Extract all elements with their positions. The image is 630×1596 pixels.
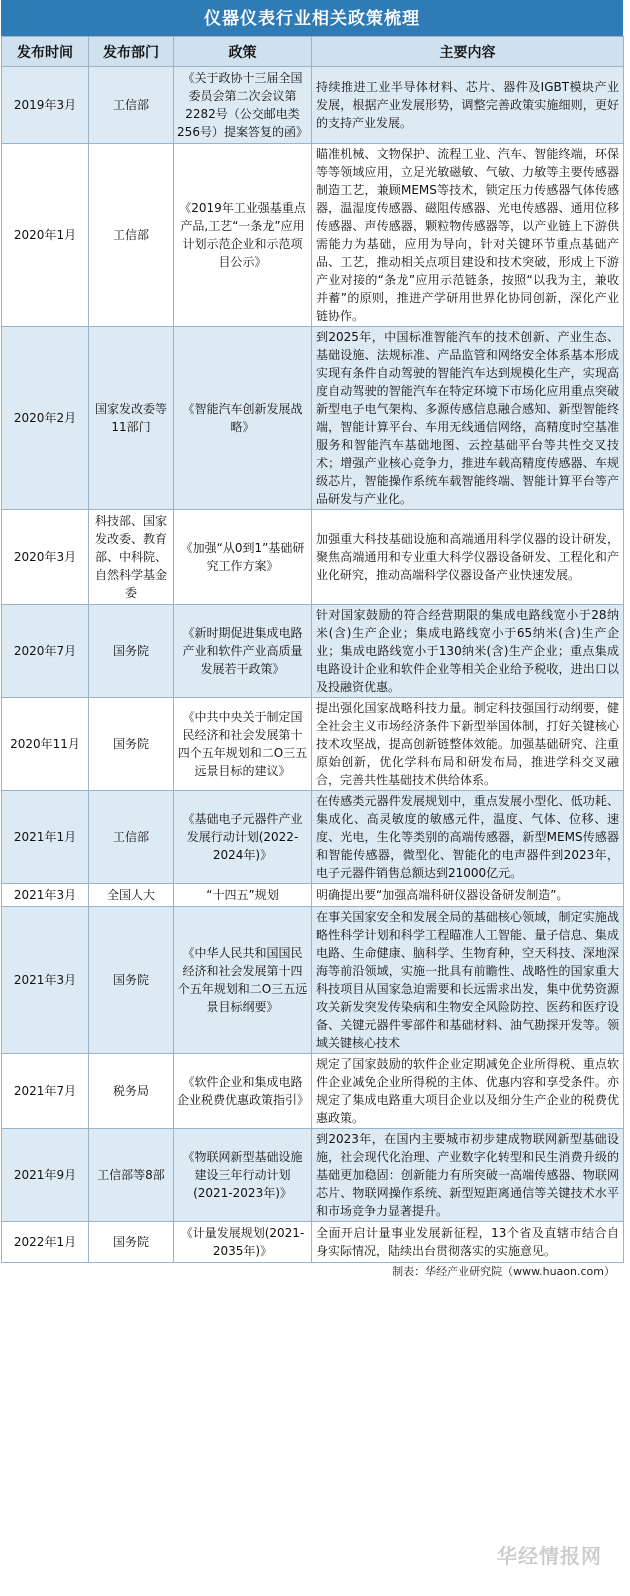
table-body: [2, 67, 624, 1263]
table-row: [2, 1129, 624, 1222]
cell-date: 2020年1月: [2, 144, 89, 327]
header-content: 主要内容: [312, 37, 624, 67]
cell-content: 明确提出要“加强高端科研仪器设备研发制造”。: [312, 884, 624, 907]
cell-dept: 国务院: [89, 698, 174, 791]
cell-content: 规定了国家鼓励的软件企业定期减免企业所得税、重点软件企业减免企业所得税的主体、优惠内容和享受条件。亦规定了集成电路重大项目企业以及细分生产企业的税费优惠政策。: [312, 1054, 624, 1129]
cell-policy: 《基础电子元器件产业发展行动计划(2022-2024年)》: [174, 791, 312, 884]
table-row: [2, 1222, 624, 1263]
policy-table: [1, 36, 624, 1263]
cell-content: 到2025年，中国标准智能汽车的技术创新、产业生态、基础设施、法规标准、产品监管和网络安全体系基本形成实现有条件自动驾驶的智能汽车达到规模化生产，实现高度自动驾驶的智能汽车在特定环境下市场化应用重点突破新型电子电气架构、多源传感信息融合感知、新型智能终端，智能计算平台、车用无线通信网络，高精度时空基准服务和智能汽车基础地图、云控基础平台等共性交叉技术；增强产业核心竞争力，推进车载高精度传感器、车规级芯片，智能操作系统车载智能终端、智能计算平台等产品研发与产业化。: [312, 327, 624, 510]
cell-date: 2020年3月: [2, 510, 89, 605]
table-row: [2, 67, 624, 144]
cell-policy: “十四五”规划: [174, 884, 312, 907]
cell-dept: 国务院: [89, 907, 174, 1054]
cell-date: 2021年1月: [2, 791, 89, 884]
cell-dept: 国家发改委等11部门: [89, 327, 174, 510]
cell-content: 到2023年，在国内主要城市初步建成物联网新型基础设施，社会现代化治理、产业数字化转型和民生消费升级的基础更加稳固：创新能力有所突破一高端传感器、物联网芯片、物联网操作系统、新型短距离通信等关键技术水平和市场竞争力显著提升。: [312, 1129, 624, 1222]
table-row: [2, 1054, 624, 1129]
header-policy: 政策: [174, 37, 312, 67]
cell-policy: 《中共中央关于制定国民经济和社会发展第十四个五年规划和二O三五远景目标的建议》: [174, 698, 312, 791]
cell-date: 2020年7月: [2, 605, 89, 698]
cell-policy: 《关于政协十三届全国委员会第二次会议第2282号（公交邮电类256号）提案答复的函》: [174, 67, 312, 144]
cell-date: 2020年11月: [2, 698, 89, 791]
cell-date: 2019年3月: [2, 67, 89, 144]
cell-date: 2021年7月: [2, 1054, 89, 1129]
cell-date: 2022年1月: [2, 1222, 89, 1263]
cell-date: 2020年2月: [2, 327, 89, 510]
watermark: 华经情报网: [497, 1544, 602, 1568]
cell-policy: 《加强“从0到1”基础研究工作方案》: [174, 510, 312, 605]
table-row: [2, 907, 624, 1054]
cell-content: 加强重大科技基础设施和高端通用科学仪器的设计研发，聚焦高端通用和专业重大科学仪器设备研发、工程化和产业化研究，推动高端科学仪器设备产业快速发展。: [312, 510, 624, 605]
cell-content: 针对国家鼓励的符合经营期限的集成电路线宽小于28纳米(含)生产企业；集成电路线宽小于65纳米(含)生产企业；集成电路线宽小于130纳米(含)生产企业；重点集成电路设计企业和软件企业等相关企业给予税收，进出口以及投融资优惠。: [312, 605, 624, 698]
cell-dept: 税务局: [89, 1054, 174, 1129]
cell-date: 2021年9月: [2, 1129, 89, 1222]
cell-content: 持续推进工业半导体材料、芯片、器件及IGBT模块产业发展，根据产业发展形势，调整完善政策实施细则，更好的支持产业发展。: [312, 67, 624, 144]
cell-content: 在传感类元器件发展规划中，重点发展小型化、低功耗、集成化、高灵敏度的敏感元件，温度、气体、位移、速度、光电，生化等类别的高端传感器，新型MEMS传感器和智能传感器，微型化、智能化的电声器件到2023年，电子元器件销售总额达到21000亿元。: [312, 791, 624, 884]
cell-dept: 工信部等8部: [89, 1129, 174, 1222]
cell-dept: 全国人大: [89, 884, 174, 907]
cell-content: 在事关国家安全和发展全局的基础核心领域，制定实施战略性科学计划和科学工程瞄准人工智能、量子信息、集成电路、生命健康、脑科学、生物育种，空天科技、深地深海等前沿领域，实施一批具有前瞻性、战略性的国家重大科技项目从国家急迫需要和长远需求出发，集中优势资源攻关新发突发传染病和生物安全风险防控、医药和医疗设备、关键元器件零部件和基础材料、油气勘探开发等。领域关键核心技术: [312, 907, 624, 1054]
cell-dept: 科技部、国家发改委、教育部、中科院、自然科学基金委: [89, 510, 174, 605]
cell-date: 2021年3月: [2, 907, 89, 1054]
cell-policy: 《中华人民共和国国民经济和社会发展第十四个五年规划和二O三五远景目标纲要》: [174, 907, 312, 1054]
table-row: [2, 605, 624, 698]
cell-policy: 《软件企业和集成电路企业税费优惠政策指引》: [174, 1054, 312, 1129]
source-footer: 制表：华经产业研究院（www.huaon.com）: [392, 1265, 615, 1278]
table-title: 仪器仪表行业相关政策梳理: [1, 0, 623, 36]
cell-policy: 《新时期促进集成电路产业和软件产业高质量发展若干政策》: [174, 605, 312, 698]
cell-policy: 《计量发展规划(2021-2035年)》: [174, 1222, 312, 1263]
cell-policy: 《2019年工业强基重点产品,工艺“一条龙”应用计划示范企业和示范项目公示》: [174, 144, 312, 327]
cell-dept: 国务院: [89, 1222, 174, 1263]
header-date: 发布时间: [2, 37, 89, 67]
cell-date: 2021年3月: [2, 884, 89, 907]
table-row: [2, 884, 624, 907]
table-row: [2, 791, 624, 884]
cell-dept: 工信部: [89, 67, 174, 144]
cell-dept: 工信部: [89, 791, 174, 884]
table-row: [2, 698, 624, 791]
table-row: [2, 510, 624, 605]
header-dept: 发布部门: [89, 37, 174, 67]
table-row: [2, 327, 624, 510]
cell-policy: 《物联网新型基础设施建设三年行动计划(2021-2023年)》: [174, 1129, 312, 1222]
cell-content: 全面开启计量事业发展新征程，13个省及直辖市结合自身实际情况，陆续出台贯彻落实的实施意见。: [312, 1222, 624, 1263]
table-row: [2, 144, 624, 327]
cell-dept: 国务院: [89, 605, 174, 698]
cell-dept: 工信部: [89, 144, 174, 327]
cell-content: 提出强化国家战略科技力量。制定科技强国行动纲要，健全社会主义市场经济条件下新型举国体制，打好关键核心技术攻坚战，提高创新链整体效能。加强基础研究、注重原始创新，优化学科布局和研发布局，推进学科交叉融合，完善共性基础技术供给体系。: [312, 698, 624, 791]
header-row: [2, 37, 624, 67]
cell-policy: 《智能汽车创新发展战略》: [174, 327, 312, 510]
cell-content: 瞄准机械、文物保护、流程工业、汽车、智能终端，环保等等领域应用，立足光敏磁敏、气敏、力敏等主要传感器制造工艺，兼顾MEMS等技术，锁定压力传感器气体传感器，温湿度传感器、磁阻传感器、光电传感器、通用位移传感器、声传感器，颗粒物传感器等，以产业链上下游供需能力为基础，应用为导向，针对关键环节重点基础产品、工艺，推动相关点项目建设和技术突破，形成上下游产业对接的“条龙”应用示范链条，按照“以我为主，兼收并蓄”的原则，推进产学研用世界化协同创新，深化产业链协作。: [312, 144, 624, 327]
